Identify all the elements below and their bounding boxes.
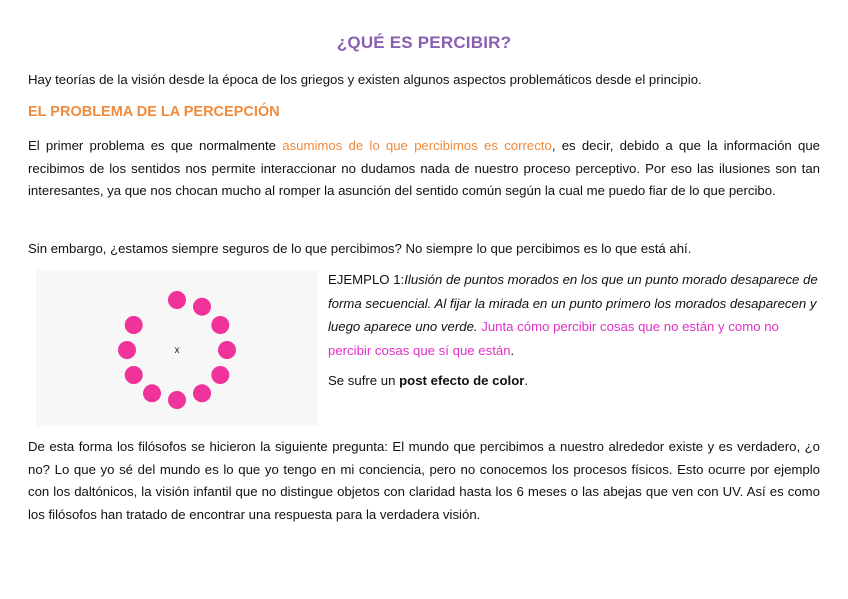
problem-text-start: El primer problema es que normalmente xyxy=(28,138,283,153)
fixation-cross: x xyxy=(174,345,180,356)
example-paragraph xyxy=(328,268,820,362)
pink-dot xyxy=(168,391,186,409)
post-effect-line xyxy=(328,370,820,392)
pink-dot xyxy=(125,316,143,334)
section-heading: EL PROBLEMA DE LA PERCEPCIÓN xyxy=(28,104,280,120)
pink-dot xyxy=(211,366,229,384)
post-effect-start: Se sufre un xyxy=(328,373,400,388)
dots-illusion-image xyxy=(36,270,318,426)
page-title: ¿QUÉ ES PERCIBIR? xyxy=(336,33,512,52)
illusion-figure xyxy=(36,270,318,426)
pink-dot xyxy=(125,366,143,384)
example-highlight: Junta cómo percibir cosas que no están y como no percibir cosas que sí que están xyxy=(328,319,779,358)
post-effect-bold: post efecto de color xyxy=(399,373,525,388)
pink-dot xyxy=(193,298,211,316)
philosophers-paragraph: De esta forma los filósofos se hicieron la siguiente pregunta: El mundo que percibimos a nuestro alrededor existe y es verdadero, ¿o no? Lo que yo sé del mundo es lo que yo tengo en mi conciencia, pero no conocemos los procesos físicos. Esto ocurre por ejemplo con los daltónicos, la visión infantil que no distingue objetos con claridad hasta los 6 meses o las abejas que ven con UV. Así es como los filósofos han tratado de encontrar una respuesta para la verdadera visión. xyxy=(28,439,820,522)
example-description: Ilusión de puntos morados en los que un punto morado desaparece de forma secuencial. Al fijar la mirada en un punto primero los morados desaparecen y luego aparece uno verde. xyxy=(328,272,818,334)
pink-dot xyxy=(168,291,186,309)
pink-dot xyxy=(211,316,229,334)
problem-highlight: asumimos de lo que percibimos es correcto xyxy=(282,138,552,153)
example-end: . xyxy=(510,342,515,358)
intro-paragraph: Hay teorías de la visión desde la época de los griegos y existen algunos aspectos problemáticos desde el principio. xyxy=(28,72,702,87)
problem-text-end: , es decir, debido a que la información que recibimos de los sentidos nos permite interaccionar no dudamos nada de nuestro proceso perceptivo. Por eso las ilusiones son tan interesantes, ya que nos chocan mucho al romper la asunción del sentido común según la cual me puedo fiar de lo que percibo. xyxy=(28,138,820,199)
pink-dot xyxy=(143,384,161,402)
post-effect-end: . xyxy=(524,373,529,388)
problem-paragraph xyxy=(28,135,820,203)
pink-dot xyxy=(193,384,211,402)
question-paragraph: Sin embargo, ¿estamos siempre seguros de lo que percibimos? No siempre lo que percibimos es lo que está ahí. xyxy=(28,241,692,256)
example-label: EJEMPLO 1: xyxy=(328,272,405,287)
pink-dot xyxy=(218,341,236,359)
pink-dot xyxy=(118,341,136,359)
